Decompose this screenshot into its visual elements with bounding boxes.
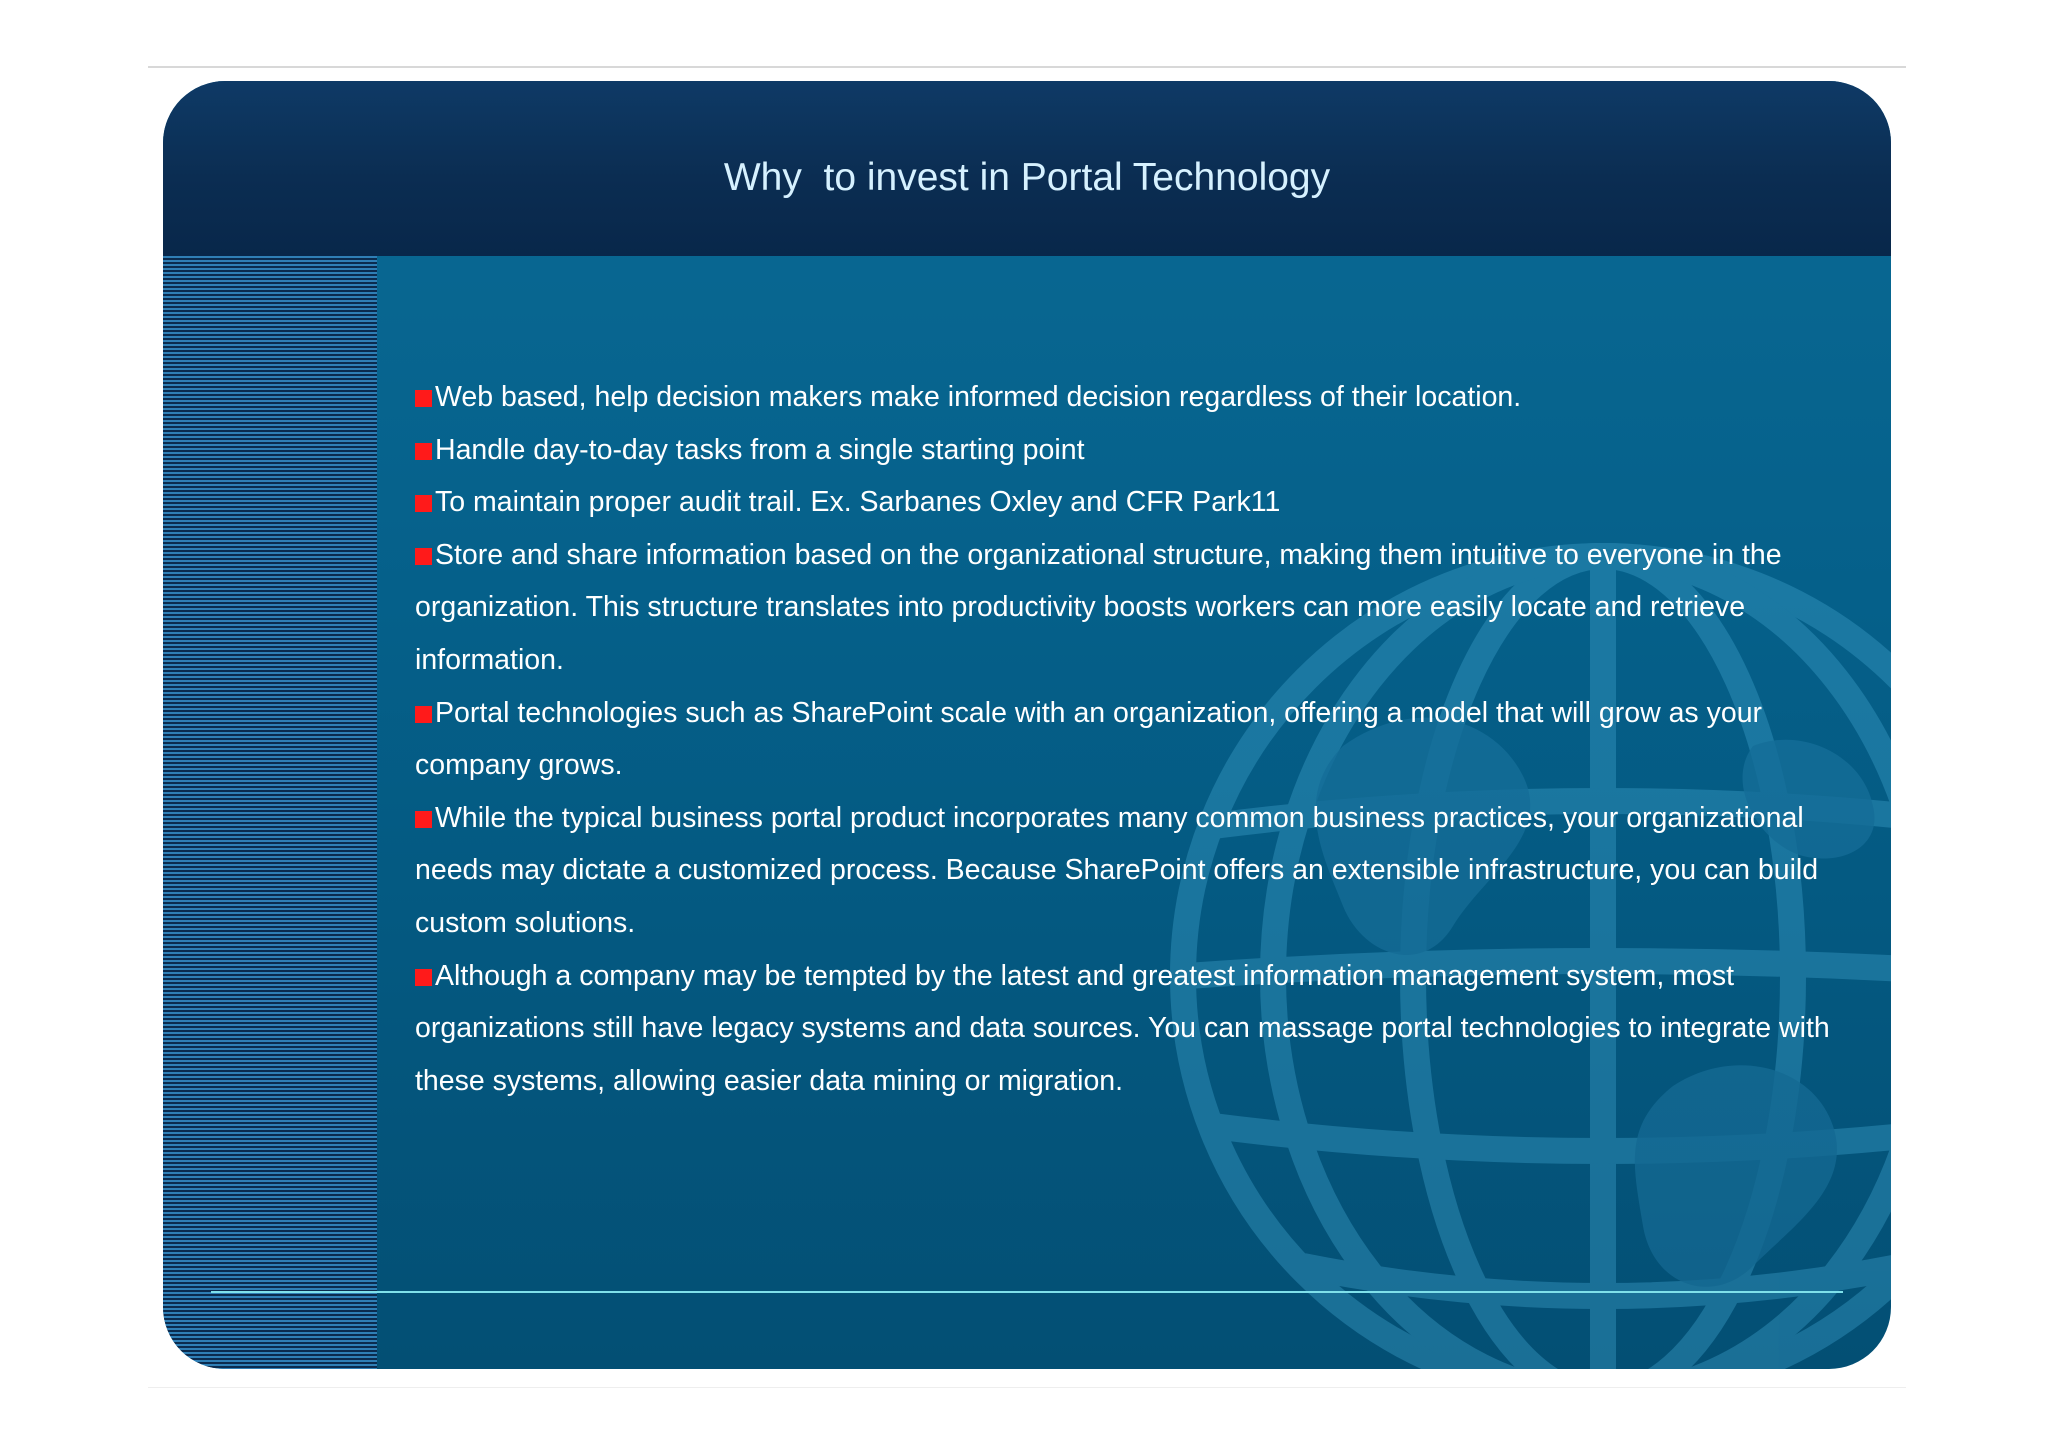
bullet-text: Store and share information based on the organizational structure, making them intuitive to everyone in the organization. This structure translates into productivity boosts workers can more easily locate and retrieve information. [415,538,1782,676]
footer-divider [211,1291,1843,1293]
square-bullet-icon [415,548,432,565]
bullet-list [415,371,1835,1107]
slide-title: Why to invest in Portal Technology [723,156,1331,199]
square-bullet-icon [415,495,432,512]
bullet-text: While the typical business portal product incorporates many common business practices, your organizational needs may dictate a customized process. Because SharePoint offers an extensible infrastructure, you can build custom solutions. [415,801,1819,939]
list-item [415,687,1835,792]
list-item [415,424,1835,477]
list-item [415,792,1835,950]
bullet-text: Portal technologies such as SharePoint scale with an organization, offering a model that will grow as your company grows. [415,696,1763,782]
side-stripe-panel [163,256,377,1369]
bullet-text: Although a company may be tempted by the latest and greatest information management system, most organizations still have legacy systems and data sources. You can massage portal technologies to integrate with these systems, allowing easier data mining or migration. [415,959,1830,1097]
bullet-text: Web based, help decision makers make informed decision regardless of their location. [435,381,1522,413]
bullet-text: Handle day-to-day tasks from a single starting point [435,433,1085,466]
list-item [415,529,1835,687]
slide-header [163,81,1891,256]
bullet-text: To maintain proper audit trail. Ex. Sarbanes Oxley and CFR Park11 [435,486,1281,519]
square-bullet-icon [415,443,432,460]
square-bullet-icon [415,969,432,986]
list-item [415,950,1835,1108]
list-item [415,371,1835,424]
square-bullet-icon [415,390,432,407]
square-bullet-icon [415,706,432,723]
slide [163,81,1891,1369]
square-bullet-icon [415,811,432,828]
list-item [415,476,1835,529]
